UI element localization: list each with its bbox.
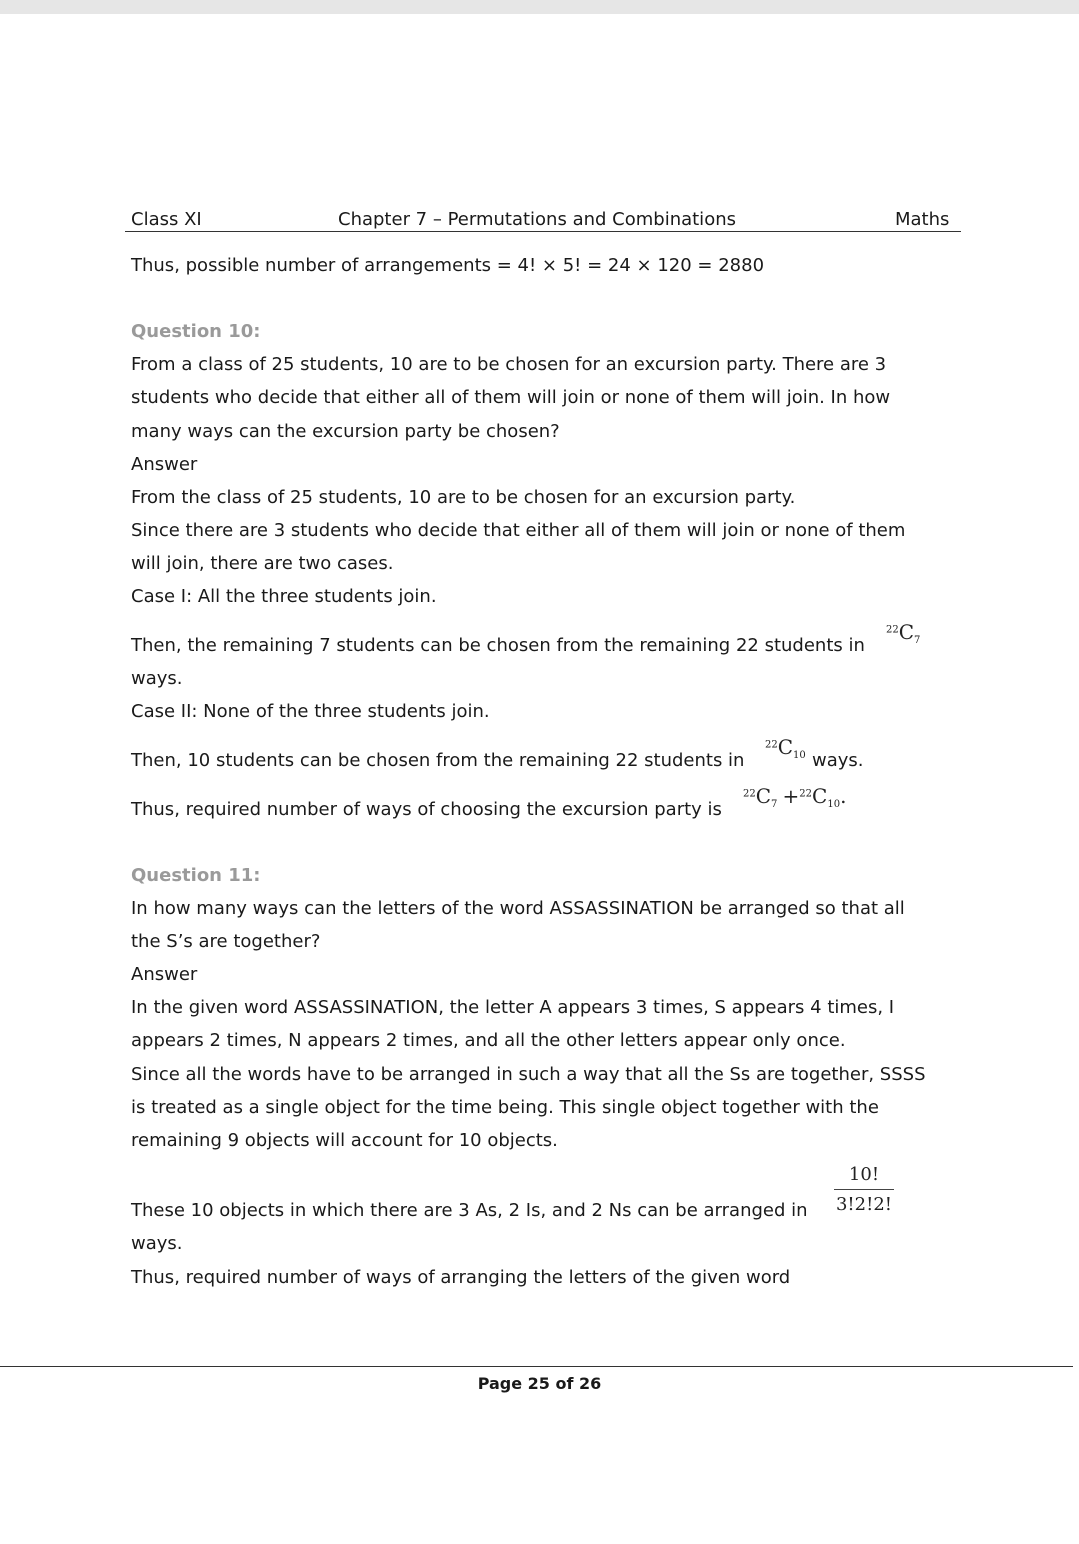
fraction-bar [834, 1189, 894, 1190]
header-divider [125, 231, 961, 232]
fraction-denominator: 3!2!2! [835, 1194, 893, 1215]
intro-line: Thus, possible number of arrangements = 4! × 5! = 24 × 120 = 2880 [131, 255, 765, 276]
q10-answer-line: Since there are 3 students who decide that either all of them will join or none of them [131, 520, 906, 541]
q11-objects-line: These 10 objects in which there are 3 As, 2 Is, and 2 Ns can be arranged in [131, 1200, 808, 1221]
chapter-title: Chapter 7 – Permutations and Combinations [338, 209, 736, 230]
q10-conclusion: Thus, required number of ways of choosing the excursion party is [131, 799, 722, 820]
q11-ways: ways. [131, 1233, 183, 1254]
page-number: Page 25 of 26 [477, 1374, 602, 1393]
footer-divider [0, 1366, 1073, 1367]
q11-answer-label: Answer [131, 964, 198, 985]
fraction-10-factorial [834, 1164, 894, 1216]
q11-answer-line: appears 2 times, N appears 2 times, and all the other letters appear only once. [131, 1030, 846, 1051]
q11-answer-line: is treated as a single object for the time being. This single object together with the [131, 1097, 879, 1118]
q10-question-line: many ways can the excursion party be chosen? [131, 421, 560, 442]
q10-answer-line: From the class of 25 students, 10 are to be chosen for an excursion party. [131, 487, 796, 508]
fraction-numerator: 10! [848, 1164, 880, 1185]
q10-question-line: From a class of 25 students, 10 are to be chosen for an excursion party. There are 3 [131, 354, 887, 375]
q10-case2-ways: ways. [812, 750, 864, 771]
combination-sum: $^{22}C_7 +^{22}C_{10}$. [743, 784, 847, 811]
q10-answer-line: will join, there are two cases. [131, 553, 394, 574]
q11-answer-line: remaining 9 objects will account for 10 objects. [131, 1130, 558, 1151]
q10-case1-then: Then, the remaining 7 students can be chosen from the remaining 22 students in [131, 635, 865, 656]
combination-22c7: $^{22}C_7$ [886, 620, 921, 647]
question-11-heading: Question 11: [131, 865, 261, 886]
question-10-heading: Question 10: [131, 321, 261, 342]
q11-question-line: the S’s are together? [131, 931, 321, 952]
q10-case2-then: Then, 10 students can be chosen from the remaining 22 students in [131, 750, 745, 771]
q10-question-line: students who decide that either all of them will join or none of them will join. In how [131, 387, 891, 408]
q11-answer-line: In the given word ASSASSINATION, the letter A appears 3 times, S appears 4 times, I [131, 997, 895, 1018]
top-bar [0, 0, 1079, 14]
q11-final: Thus, required number of ways of arranging the letters of the given word [131, 1267, 791, 1288]
q11-answer-line: Since all the words have to be arranged in such a way that all the Ss are together, SSSS [131, 1064, 926, 1085]
q10-case1-ways: ways. [131, 668, 183, 689]
q10-answer-line: Case I: All the three students join. [131, 586, 437, 607]
class-label: Class XI [131, 209, 202, 230]
q11-question-line: In how many ways can the letters of the word ASSASSINATION be arranged so that all [131, 898, 905, 919]
combination-22c10: $^{22}C_{10}$ [765, 735, 806, 762]
subject-label: Maths [895, 209, 950, 230]
q10-case2: Case II: None of the three students join. [131, 701, 490, 722]
q10-answer-label: Answer [131, 454, 198, 475]
